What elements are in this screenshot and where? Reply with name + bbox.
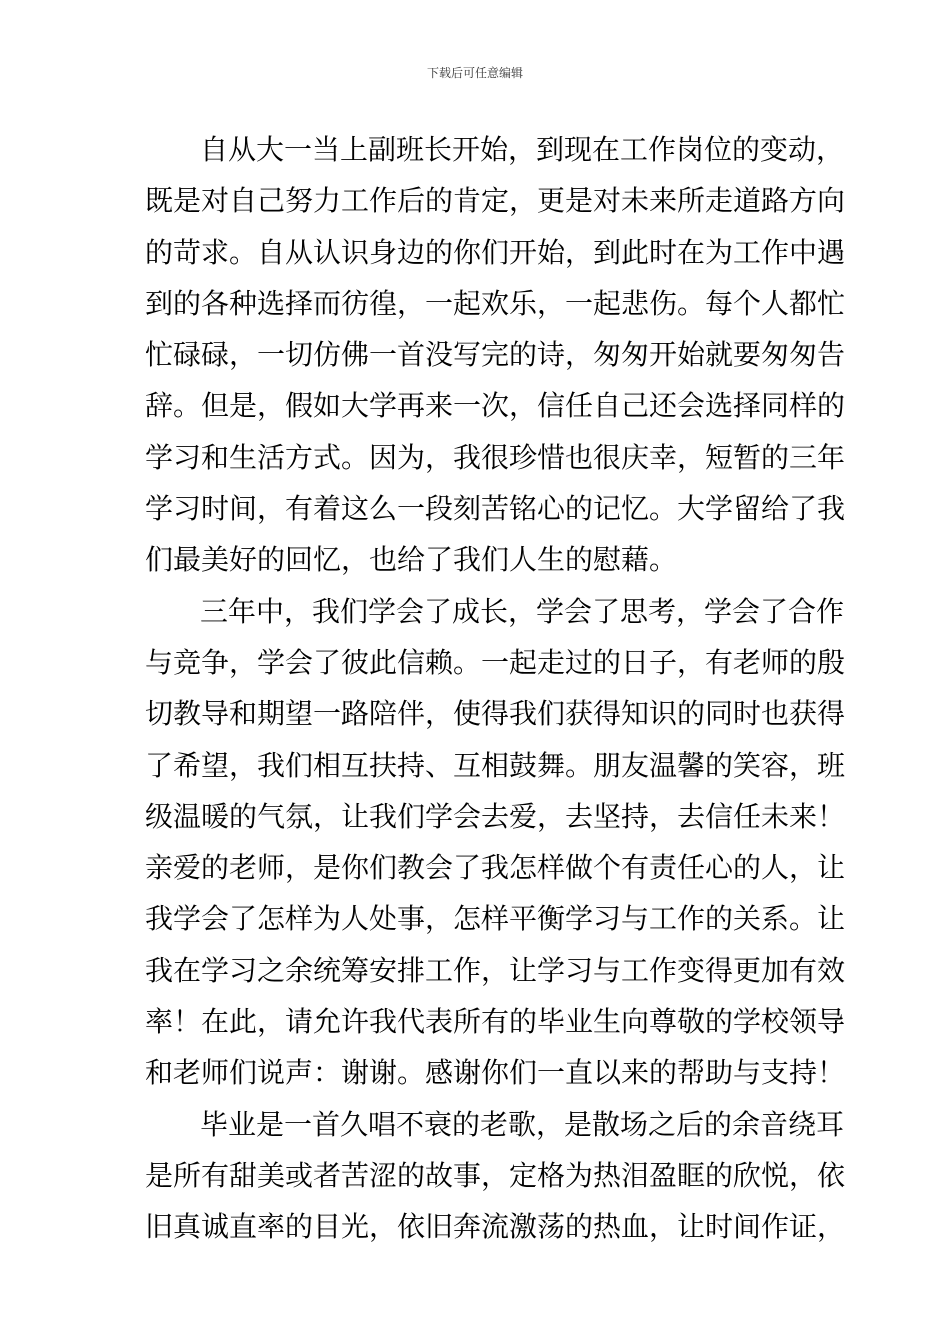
paragraph-2-line-6: 亲爱的老师，是你们教会了我怎样做个有责任心的人，让 [145, 851, 846, 885]
paragraph-1-line-7: 学习和生活方式。因为，我很珍惜也很庆幸，短暂的三年 [145, 440, 846, 474]
paragraph-3-line-2: 是所有甜美或者苦涩的故事，定格为热泪盈眶的欣悦，依 [145, 1158, 846, 1192]
paragraph-2-line-5: 级温暖的气氛，让我们学会去爱，去坚持，去信任未来！ [145, 799, 846, 833]
paragraph-2-line-7: 我学会了怎样为人处事，怎样平衡学习与工作的关系。让 [145, 902, 846, 936]
paragraph-1-line-5: 忙碌碌，一切仿佛一首没写完的诗，匆匆开始就要匆匆告 [145, 338, 846, 372]
paragraph-2-line-1: 三年中，我们学会了成长，学会了思考，学会了合作 [200, 594, 845, 628]
paragraph-1-line-6: 辞。但是，假如大学再来一次，信任自己还会选择同样的 [145, 389, 846, 423]
paragraph-2-line-4: 了希望，我们相互扶持、互相鼓舞。朋友温馨的笑容，班 [145, 748, 846, 782]
paragraph-1-line-9: 们最美好的回忆，也给了我们人生的慰藉。 [145, 543, 678, 577]
paragraph-3-line-3: 旧真诚直率的目光，依旧奔流激荡的热血，让时间作证， [145, 1210, 846, 1244]
paragraph-2-line-3: 切教导和期望一路陪伴，使得我们获得知识的同时也获得 [145, 697, 846, 731]
page-header: 下载后可任意编辑 [426, 66, 523, 80]
paragraph-1-line-2: 既是对自己努力工作后的肯定，更是对未来所走道路方向 [145, 184, 846, 218]
paragraph-1-line-4: 到的各种选择而彷徨，一起欢乐，一起悲伤。每个人都忙 [145, 286, 846, 320]
paragraph-2-line-2: 与竞争，学会了彼此信赖。一起走过的日子，有老师的殷 [145, 645, 846, 679]
paragraph-1-line-8: 学习时间，有着这么一段刻苦铭心的记忆。大学留给了我 [145, 492, 846, 526]
document-body [145, 124, 846, 1253]
paragraph-3-line-1: 毕业是一首久唱不衰的老歌，是散场之后的余音绕耳 [200, 1107, 845, 1141]
paragraph-1-line-3: 的苛求。自从认识身边的你们开始，到此时在为工作中遇 [145, 235, 846, 269]
paragraph-1-line-1: 自从大一当上副班长开始，到现在工作岗位的变动， [200, 133, 845, 166]
paragraph-2-line-10: 和老师们说声：谢谢。感谢你们一直以来的帮助与支持！ [145, 1056, 846, 1090]
paragraph-2-line-8: 我在学习之余统筹安排工作，让学习与工作变得更加有效 [145, 953, 846, 987]
paragraph-2-line-9: 率！在此，请允许我代表所有的毕业生向尊敬的学校领导 [145, 1005, 846, 1039]
